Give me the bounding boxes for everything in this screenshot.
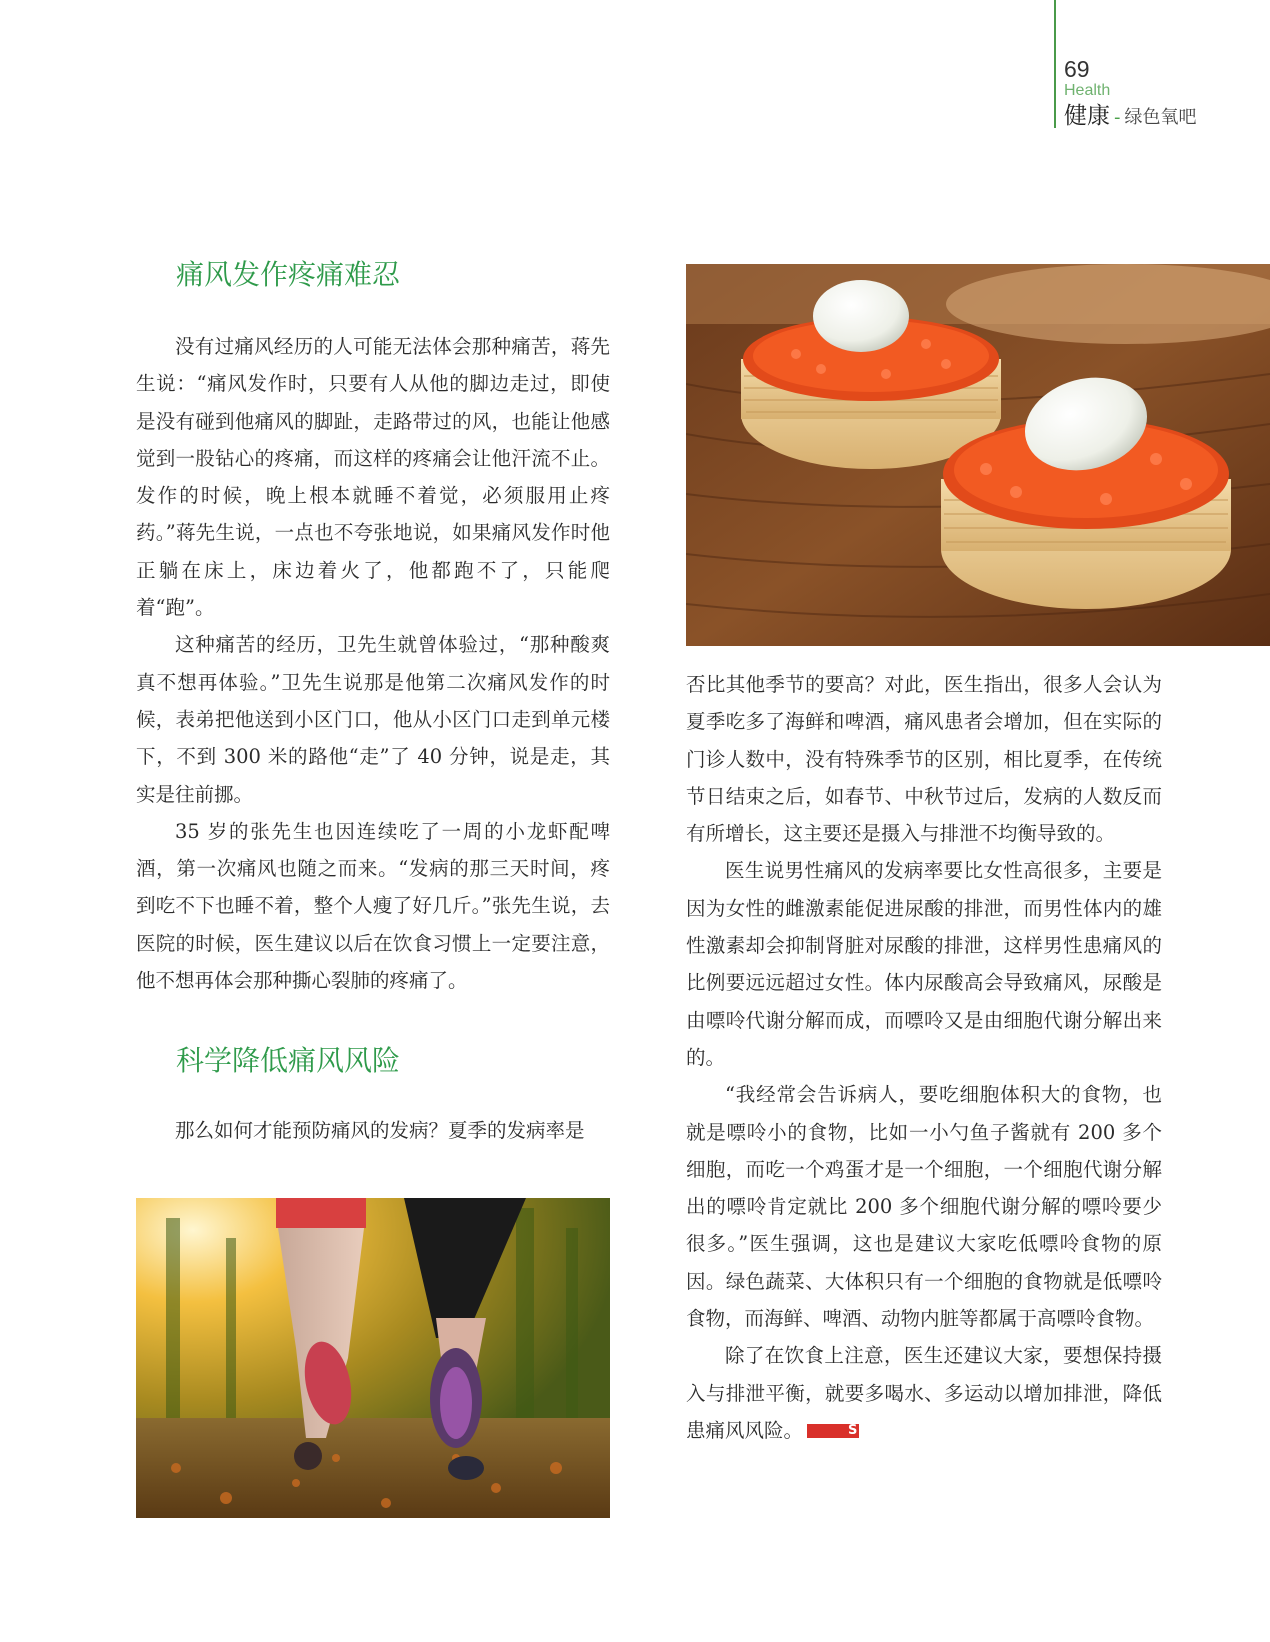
running-legs-photo xyxy=(136,1198,610,1518)
section-dash: - xyxy=(1114,107,1121,128)
paragraph-text: 除了在饮食上注意，医生还建议大家，要想保持摄入与排泄平衡，就要多喝水、多运动以增加排泄，降低患痛风风险。 xyxy=(686,1344,1162,1442)
section-main-label: 健康 xyxy=(1064,103,1110,129)
paragraph: 那么如何才能预防痛风的发病？夏季的发病率是 xyxy=(175,1119,585,1142)
paragraph: 35 岁的张先生也因连续吃了一周的小龙虾配啤酒，第一次痛风也随之而来。“发病的那三天时间，疼到吃不下也睡不着，整个人瘦了好几斤。”张先生说，去医院的时候，医生建议以后在饮食习惯上一定要注意，他不想再体会那种撕心裂肺的疼痛了。 xyxy=(136,819,610,993)
section-sub-label: 绿色氧吧 xyxy=(1124,107,1197,128)
section-title xyxy=(1064,102,1197,132)
left-column-text-2 xyxy=(136,1112,610,1149)
page-number: 69 xyxy=(1064,56,1090,82)
paragraph: 医生说男性痛风的发病率要比女性高很多，主要是因为女性的雌激素能促进尿酸的排泄，而男性体内的雄性激素却会抑制肾脏对尿酸的排泄，这样男性患痛风的比例要远远超过女性。体内尿酸高会导致痛风，尿酸是由嘌呤代谢分解而成，而嘌呤又是由细胞代谢分解出来的。 xyxy=(686,859,1162,1069)
end-mark-icon: S xyxy=(807,1424,859,1438)
paragraph-continued: 否比其他季节的要高？对此，医生指出，很多人会认为夏季吃多了海鲜和啤酒，痛风患者会增加，但在实际的门诊人数中，没有特殊季节的区别，相比夏季，在传统节日结束之后，如春节、中秋节过后，发病的人数反而有所增长，这主要还是摄入与排泄不均衡导致的。 xyxy=(686,673,1162,846)
right-column-text xyxy=(686,666,1162,1449)
paragraph: 没有过痛风经历的人可能无法体会那种痛苦，蒋先生说：“痛风发作时，只要有人从他的脚边走过，即使是没有碰到他痛风的脚趾，走路带过的风，也能让他感觉到一股钻心的疼痛，而这样的疼痛会让他汗流不止。发作的时候，晚上根本就睡不着觉，必须服用止疼药。”蒋先生说，一点也不夸张地说，如果痛风发作时他正躺在床上，床边着火了，他都跑不了，只能爬着“跑”。 xyxy=(136,335,610,620)
category-label-en: Health xyxy=(1064,82,1111,99)
paragraph xyxy=(686,1337,1162,1449)
paragraph: “我经常会告诉病人，要吃细胞体积大的食物，也就是嘌呤小的食物，比如一小勺鱼子酱就有 200 多个细胞，而吃一个鸡蛋才是一个细胞，一个细胞代谢分解出的嘌呤肯定就比 200 多个细胞代谢分解的嘌呤要少很多。”医生强调，这也是建议大家吃低嘌呤食物的原因。绿色蔬菜、大体积只有一个细胞的食物就是低嘌呤食物，而海鲜、啤酒、动物内脏等都属于高嘌呤食物。 xyxy=(686,1083,1162,1331)
header-divider-rule xyxy=(1054,0,1056,128)
article-heading-2: 科学降低痛风风险 xyxy=(176,1044,401,1077)
left-column-text-1 xyxy=(136,328,610,999)
paragraph: 这种痛苦的经历，卫先生就曾体验过，“那种酸爽真不想再体验。”卫先生说那是他第二次痛风发作的时候，表弟把他送到小区门口，他从小区门口走到单元楼下，不到 300 米的路他“走”了 40 分钟，说是走，其实是往前挪。 xyxy=(136,633,610,806)
article-heading-1: 痛风发作疼痛难忍 xyxy=(176,258,401,291)
caviar-tartlet-photo xyxy=(686,264,1270,646)
